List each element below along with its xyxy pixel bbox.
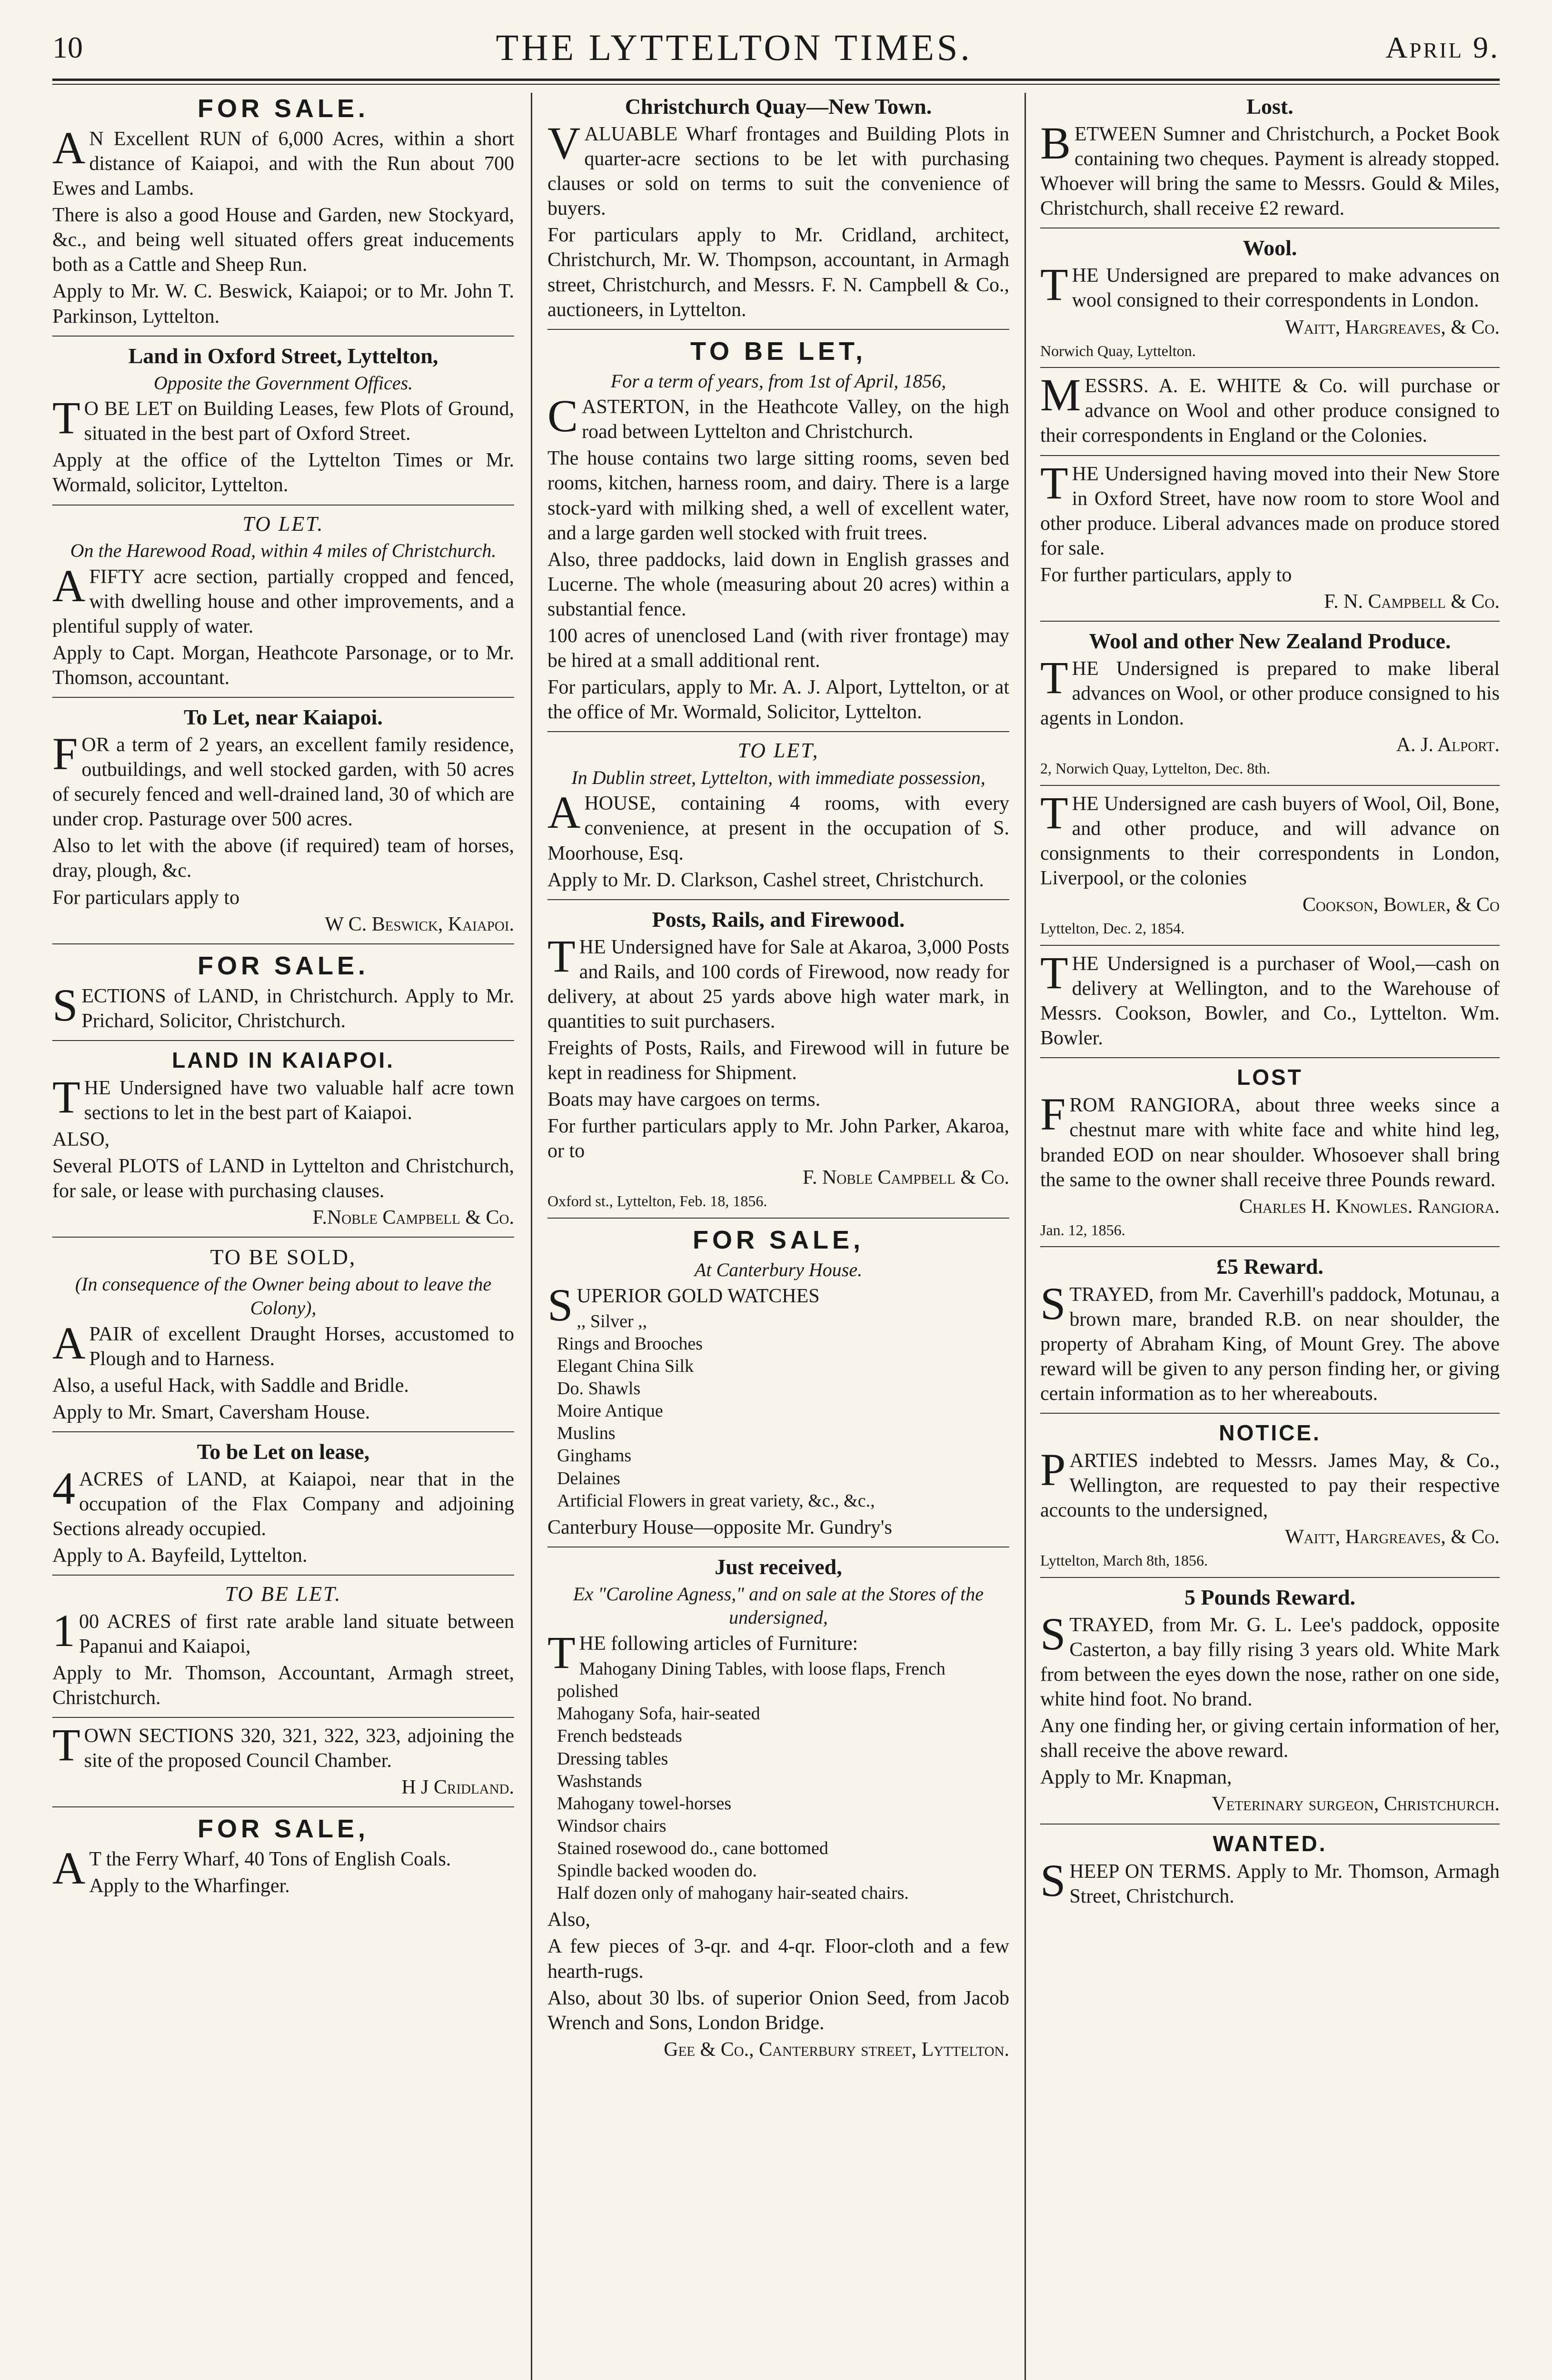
advertisement xyxy=(1040,945,1500,1051)
ad-signature: Waitt, Hargreaves, & Co. xyxy=(1285,1526,1500,1548)
ad-subheading: For a term of years, from 1st of April, 1856, xyxy=(610,370,946,392)
ad-heading: TO LET, xyxy=(737,739,819,763)
ad-heading: TO BE LET. xyxy=(225,1582,342,1606)
list-item: Elegant China Silk xyxy=(557,1356,694,1376)
advertisement xyxy=(547,899,1009,1211)
advertisement xyxy=(547,731,1009,892)
ad-dateline: Norwich Quay, Lyttelton. xyxy=(1040,342,1196,359)
ad-body: AFIFTY acre section, partially cropped and fenced, with dwelling house and other improvements, and a plentiful supply of water. xyxy=(52,560,514,637)
item-list xyxy=(547,1310,1009,1512)
advertisement xyxy=(547,1218,1009,1540)
ad-heading: To Let, near Kaiapoi. xyxy=(184,705,383,730)
advertisement xyxy=(52,1040,514,1230)
advertisement xyxy=(547,93,1009,322)
list-item: Washstands xyxy=(557,1771,642,1791)
ad-heading: FOR SALE, xyxy=(692,1226,864,1255)
ad-text: Any one finding her, or giving certain information of her, shall receive the above reward. xyxy=(1040,1715,1500,1762)
ad-dateline: Oxford st., Lyttelton, Feb. 18, 1856. xyxy=(547,1192,767,1210)
ad-body: CASTERTON, in the Heathcote Valley, on the high road between Lyttelton and Christchurch. xyxy=(547,390,1009,443)
ad-text: Also, a useful Hack, with Saddle and Bridle. xyxy=(52,1374,409,1397)
column-2 xyxy=(547,93,1009,2380)
ad-signature: Waitt, Hargreaves, & Co. xyxy=(1285,316,1500,338)
ad-body: THE Undersigned have two valuable half acre town sections to let in the best part of Kaiapoi. xyxy=(52,1071,514,1124)
ad-signature: A. J. Alport. xyxy=(1396,734,1500,756)
ad-heading: NOTICE. xyxy=(1219,1420,1321,1445)
ad-text: Several PLOTS of LAND in Lyttelton and Christchurch, for sale, or lease with purchasing clauses. xyxy=(52,1155,514,1202)
newspaper-title: THE LYTTELTON TIMES. xyxy=(496,27,973,68)
ad-dateline: Lyttelton, March 8th, 1856. xyxy=(1040,1552,1208,1569)
ad-heading: FOR SALE, xyxy=(197,1815,369,1844)
ad-body: THE Undersigned is prepared to make liberal advances on Wool, or other produce consigned to his agents in London. xyxy=(1040,652,1500,730)
ad-body: MESSRS. A. E. WHITE & Co. will purchase or advance on Wool and other produce consigned to their correspondents in England or the Colonies. xyxy=(1040,369,1500,447)
advertisement xyxy=(1040,455,1500,614)
list-item: Do. Shawls xyxy=(557,1378,641,1399)
masthead xyxy=(52,19,1500,76)
list-item: Mahogany Dining Tables, with loose flaps, French polished xyxy=(557,1659,945,1702)
advertisement xyxy=(1040,228,1500,360)
list-item: Spindle backed wooden do. xyxy=(557,1861,757,1881)
column-3 xyxy=(1040,93,1500,2380)
advertisement xyxy=(1040,1824,1500,1909)
ad-subheading: In Dublin street, Lyttelton, with immediate possession, xyxy=(571,766,985,788)
ad-text: Apply to Mr. D. Clarkson, Cashel street, Christchurch. xyxy=(547,869,984,891)
ad-heading: To be Let on lease, xyxy=(197,1439,370,1464)
column-divider xyxy=(531,93,532,2380)
ad-heading: TO BE SOLD, xyxy=(210,1245,357,1269)
ad-text: There is also a good House and Garden, new Stockyard, &c., and being well situated offers great inducements both as a Cattle and Sheep Run. xyxy=(52,204,514,276)
advertisement xyxy=(52,505,514,691)
list-item: Dressing tables xyxy=(557,1748,668,1769)
masthead-rule xyxy=(52,79,1500,81)
ad-signature: Gee & Co., Canterbury street, Lyttelton. xyxy=(664,2038,1009,2061)
advertisement xyxy=(1040,1413,1500,1570)
item-list xyxy=(547,1658,1009,1904)
ad-heading: £5 Reward. xyxy=(1216,1254,1323,1279)
column-divider xyxy=(1025,93,1026,2380)
list-item: Half dozen only of mahogany hair-seated chairs. xyxy=(557,1883,909,1904)
advertisement xyxy=(1040,785,1500,938)
ad-text: For particulars apply to Mr. Cridland, architect, Christchurch, Mr. W. Thompson, accountant, in Armagh street, Christchurch, and Messrs. F. N. Campbell & Co., auctioneers, in Lyttelton. xyxy=(547,224,1009,321)
advertisement xyxy=(52,336,514,498)
ad-body: 4ACRES of LAND, at Kaiapoi, near that in the occupation of the Flax Company and adjoining Sections already occupied. xyxy=(52,1462,514,1540)
list-item: Artificial Flowers in great variety, &c., &c., xyxy=(557,1490,875,1511)
advertisement xyxy=(52,697,514,937)
advertisement xyxy=(1040,1246,1500,1406)
advertisement xyxy=(52,1431,514,1568)
ad-heading: TO BE LET, xyxy=(690,337,867,366)
ad-heading: Lost. xyxy=(1246,94,1293,119)
ad-signature: Cookson, Bowler, & Co xyxy=(1302,894,1500,916)
ad-body: BETWEEN Sumner and Christchurch, a Pocket Book containing two cheques. Payment is already stopped. Whoever will bring the same to Messrs. Gould & Miles, Christchurch, shall receive £2 reward. xyxy=(1040,118,1500,220)
ad-body: AN Excellent RUN of 6,000 Acres, within a short distance of Kaiapoi, and with the Run about 700 Ewes and Lambs. xyxy=(52,122,514,200)
ad-heading: Posts, Rails, and Firewood. xyxy=(652,907,905,932)
list-item: ,, Silver ,, xyxy=(577,1311,647,1331)
ad-heading: WANTED. xyxy=(1213,1831,1327,1856)
ad-text: The house contains two large sitting rooms, seven bed rooms, kitchen, harness room, and dairy. There is a large stock-yard with milking shed, a well of excellent water, and a large garden well stocked with fruit trees. xyxy=(547,447,1009,544)
ad-dateline: Lyttelton, Dec. 2, 1854. xyxy=(1040,920,1185,937)
ad-body: STRAYED, from Mr. Caverhill's paddock, Motunau, a brown mare, branded R.B. on near shoulder, the property of Abraham King, of Mount Grey. The above reward will be given to any person finding her, or giving certain information as to her whereabouts. xyxy=(1040,1278,1500,1405)
advertisement xyxy=(52,1717,514,1800)
ad-heading: FOR SALE. xyxy=(197,94,369,123)
ad-text: For further particulars, apply to xyxy=(1040,564,1292,586)
advertisement xyxy=(52,943,514,1033)
list-item: Mahogany towel-horses xyxy=(557,1793,732,1814)
ad-text: Boats may have cargoes on terms. xyxy=(547,1089,821,1111)
advertisement xyxy=(1040,367,1500,448)
ad-heading: 5 Pounds Reward. xyxy=(1184,1585,1356,1609)
ad-text: A few pieces of 3-qr. and 4-qr. Floor-cloth and a few hearth-rugs. xyxy=(547,1935,1009,1983)
ad-body: THE Undersigned are cash buyers of Wool, Oil, Bone, and other produce, and will advance on consignments to their correspondents in London, Liverpool, or the colonies xyxy=(1040,787,1500,890)
ad-body: TO BE LET on Building Leases, few Plots of Ground, situated in the best part of Oxford Street. xyxy=(52,392,514,445)
advertisement xyxy=(1040,93,1500,221)
masthead-rule-thin xyxy=(52,84,1500,85)
ad-heading: Land in Oxford Street, Lyttelton, xyxy=(128,343,438,368)
ad-body: VALUABLE Wharf frontages and Building Plots in quarter-acre sections to be let with purchasing clauses or sold on terms to suit the convenience of buyers. xyxy=(547,118,1009,220)
ad-body: THE Undersigned having moved into their New Store in Oxford Street, have now room to store Wool and other produce. Liberal advances made on produce stored for sale. xyxy=(1040,457,1500,559)
ad-signature: H J Cridland. xyxy=(401,1776,514,1799)
ad-body: AHOUSE, containing 4 rooms, with every convenience, at present in the occupation of S. Moorhouse, Esq. xyxy=(547,787,1009,864)
list-item: French bedsteads xyxy=(557,1726,682,1746)
ad-signature: F.Noble Campbell & Co. xyxy=(312,1207,514,1229)
ad-dateline: Jan. 12, 1856. xyxy=(1040,1221,1125,1239)
ad-signature: F. Noble Campbell & Co. xyxy=(802,1167,1009,1189)
list-item: Ginghams xyxy=(557,1446,632,1466)
ad-body: APAIR of excellent Draught Horses, accustomed to Plough and to Harness. xyxy=(52,1317,514,1370)
page-number: 10 xyxy=(52,30,83,64)
ad-text: Also, three paddocks, laid down in English grasses and Lucerne. The whole (measuring about 20 acres) within a substantial fence. xyxy=(547,548,1009,620)
ad-heading: Wool and other New Zealand Produce. xyxy=(1089,628,1451,653)
ad-signature: Veterinary surgeon, Christchurch. xyxy=(1212,1793,1500,1815)
advertisement xyxy=(52,93,514,329)
ad-text: Canterbury House—opposite Mr. Gundry's xyxy=(547,1516,892,1538)
ad-text: Apply to Capt. Morgan, Heathcote Parsonage, or to Mr. Thomson, accountant. xyxy=(52,642,514,689)
ad-heading: LAND IN KAIAPOI. xyxy=(172,1047,395,1072)
ad-body: TOWN SECTIONS 320, 321, 322, 323, adjoining the site of the proposed Council Chamber. xyxy=(52,1719,514,1772)
advertisement xyxy=(52,1237,514,1425)
ad-text: Apply to the Wharfinger. xyxy=(89,1875,290,1897)
ad-text: Apply to Mr. Smart, Caversham House. xyxy=(52,1401,370,1423)
ad-heading: Just received, xyxy=(715,1554,842,1579)
ad-subheading: Opposite the Government Offices. xyxy=(153,372,413,394)
ad-body: SHEEP ON TERMS. Apply to Mr. Thomson, Armagh Street, Christchurch. xyxy=(1040,1854,1500,1907)
ad-body: 100 ACRES of first rate arable land situate between Papanui and Kaiapoi, xyxy=(52,1605,514,1657)
ad-body: THE Undersigned are prepared to make advances on wool consigned to their correspondents in London. xyxy=(1040,259,1500,312)
advertisement xyxy=(547,329,1009,725)
list-item: Moire Antique xyxy=(557,1401,663,1421)
issue-date: April 9. xyxy=(1385,30,1500,64)
advertisement xyxy=(52,1575,514,1710)
ad-subheading: (In consequence of the Owner being about to leave the Colony), xyxy=(75,1273,492,1319)
ad-signature: W C. Beswick, Kaiapoi. xyxy=(325,913,514,935)
ad-text: Also, about 30 lbs. of superior Onion Seed, from Jacob Wrench and Sons, London Bridge. xyxy=(547,1987,1009,2034)
ad-text: Also to let with the above (if required) team of horses, dray, plough, &c. xyxy=(52,835,514,882)
column-1 xyxy=(52,93,514,2380)
ad-body: SUPERIOR GOLD WATCHES xyxy=(547,1279,820,1330)
ad-heading: FOR SALE. xyxy=(197,951,369,980)
ad-text: Apply to Mr. Knapman, xyxy=(1040,1766,1232,1789)
ad-body: FOR a term of 2 years, an excellent family residence, outbuildings, and well stocked garden, with 50 acres of securely fenced and well-drained land, 30 of which are under crop. Pasturage over 500 acres. xyxy=(52,728,514,831)
ad-text: Apply to Mr. Thomson, Accountant, Armagh street, Christchurch. xyxy=(52,1662,514,1709)
ad-heading: TO LET. xyxy=(242,512,324,536)
ad-text: 100 acres of unenclosed Land (with river frontage) may be hired at a small additional rent. xyxy=(547,625,1009,672)
ad-body: STRAYED, from Mr. G. L. Lee's paddock, opposite Casterton, a bay filly rising 3 years old. White Mark from between the eyes down the nose, rather on one side, white hind foot. No brand. xyxy=(1040,1608,1500,1711)
ad-body: THE following articles of Furniture: xyxy=(547,1627,858,1678)
ad-text: Also, xyxy=(547,1909,590,1931)
ad-text: For further particulars apply to Mr. John Parker, Akaroa, or to xyxy=(547,1115,1009,1162)
advertisement xyxy=(1040,1057,1500,1240)
advertisement xyxy=(1040,621,1500,778)
advertisement xyxy=(547,1547,1009,2062)
advertisement xyxy=(1040,1577,1500,1817)
ad-heading: Wool. xyxy=(1243,236,1297,260)
ad-body: PARTIES indebted to Messrs. James May, & Co., Wellington, are requested to pay their respective accounts to the undersigned, xyxy=(1040,1444,1500,1522)
list-item: Mahogany Sofa, hair-seated xyxy=(557,1704,760,1724)
ad-heading: Christchurch Quay—New Town. xyxy=(625,94,932,119)
ad-subheading: Ex "Caroline Agness," and on sale at the Stores of the undersigned, xyxy=(573,1583,984,1628)
ad-subheading: At Canterbury House. xyxy=(694,1259,863,1281)
ad-body: SECTIONS of LAND, in Christchurch. Apply to Mr. Prichard, Solicitor, Christchurch. xyxy=(52,979,514,1032)
list-item: Muslins xyxy=(557,1423,616,1444)
ad-subheading: On the Harewood Road, within 4 miles of Christchurch. xyxy=(70,540,497,562)
ad-body: THE Undersigned is a purchaser of Wool,—cash on delivery at Wellington, and to the Warehouse of Messrs. Cookson, Bowler, and Co., Lyttelton. Wm. Bowler. xyxy=(1040,947,1500,1050)
ad-text: Apply at the office of the Lyttelton Times or Mr. Wormald, solicitor, Lyttelton. xyxy=(52,449,514,496)
list-item: Rings and Brooches xyxy=(557,1333,703,1354)
advertisement xyxy=(52,1806,514,1898)
ad-text: Apply to A. Bayfeild, Lyttelton. xyxy=(52,1545,308,1567)
ad-text: For particulars, apply to Mr. A. J. Alport, Lyttelton, or at the office of Mr. Wormald, Solicitor, Lyttelton. xyxy=(547,676,1009,724)
ad-body: THE Undersigned have for Sale at Akaroa, 3,000 Posts and Rails, and 100 cords of Firewood, now ready for delivery, at about 25 yards above high water mark, in quantities to suit purchasers. xyxy=(547,930,1009,1032)
ad-dateline: 2, Norwich Quay, Lyttelton, Dec. 8th. xyxy=(1040,760,1271,777)
ad-signature: Charles H. Knowles. Rangiora. xyxy=(1239,1195,1500,1218)
ad-body: AT the Ferry Wharf, 40 Tons of English Coals. xyxy=(52,1843,451,1894)
ad-text: Apply to Mr. W. C. Beswick, Kaiapoi; or to Mr. John T. Parkinson, Lyttelton. xyxy=(52,280,514,327)
ad-text: Freights of Posts, Rails, and Firewood will in future be kept in readiness for Shipment. xyxy=(547,1037,1009,1084)
ad-heading: LOST xyxy=(1237,1065,1303,1090)
list-item: Stained rosewood do., cane bottomed xyxy=(557,1838,828,1859)
ad-body: FROM RANGIORA, about three weeks since a chestnut mare with white face and white hind leg, branded EOD on near shoulder. Whosoever shall bring the same to the owner shall receive three Pounds reward. xyxy=(1040,1089,1500,1191)
ad-text: ALSO, xyxy=(52,1129,110,1150)
ad-signature: F. N. Campbell & Co. xyxy=(1324,590,1500,613)
list-item: Windsor chairs xyxy=(557,1815,667,1836)
ad-text: For particulars apply to xyxy=(52,886,240,909)
list-item: Delaines xyxy=(557,1468,620,1488)
